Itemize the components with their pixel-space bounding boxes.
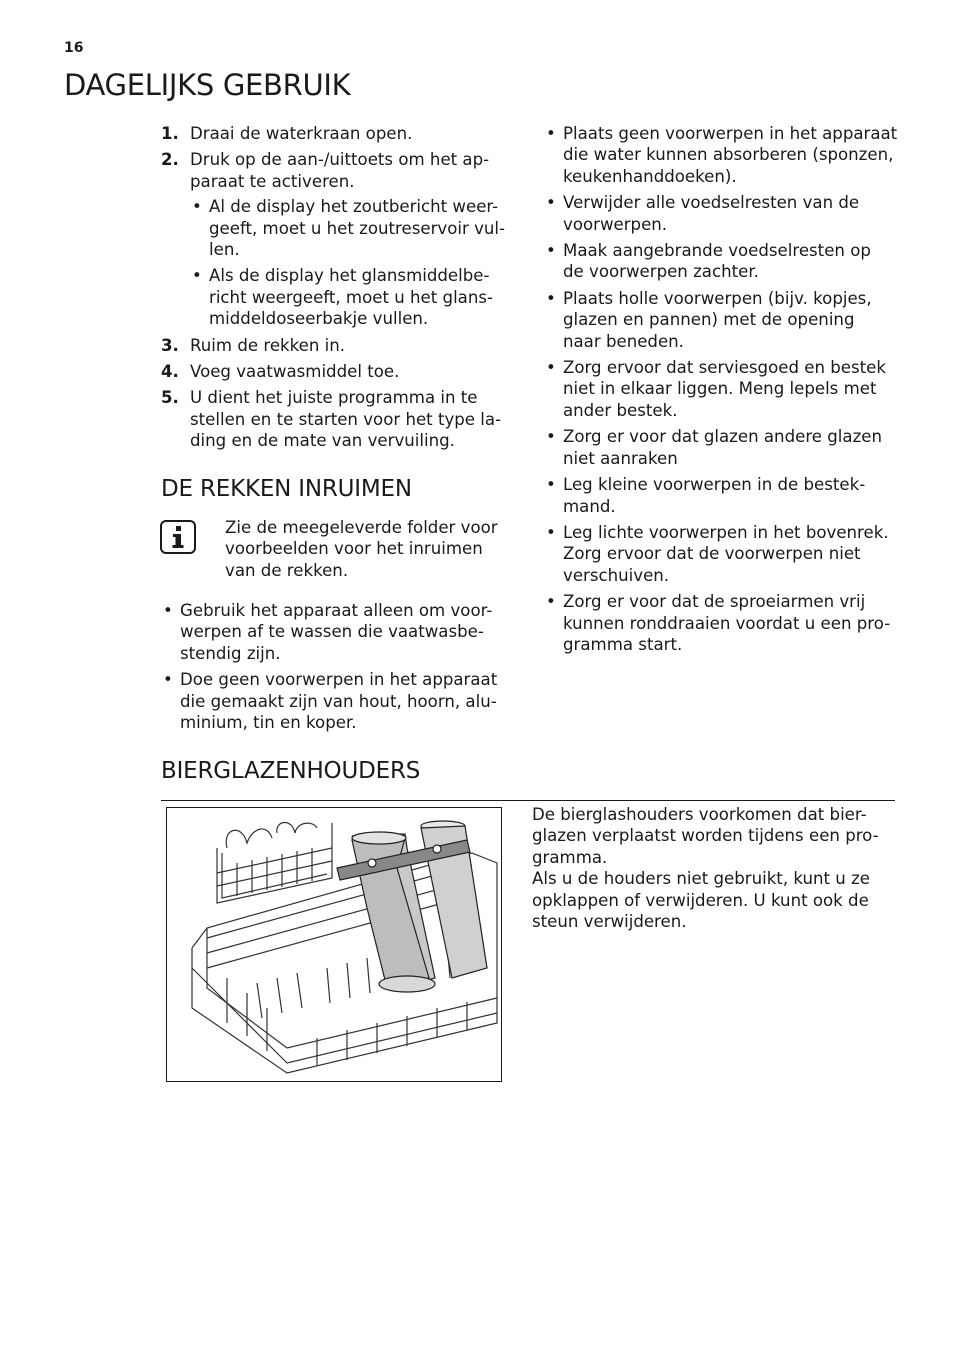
bullet-item: • Zorg er voor dat de sproeiarmen vrij kunnen ronddraaien voordat u een pro- gramma start.	[544, 591, 904, 655]
steps-column	[161, 123, 506, 457]
rekken-left-bullets	[161, 600, 506, 738]
step-number: 3.	[161, 335, 179, 355]
bullet-item: • Leg kleine voorwerpen in de bestek- mand.	[544, 474, 904, 517]
step-text: Draai de waterkraan open.	[190, 124, 413, 143]
bullet-item: • Doe geen voorwerpen in het apparaat die gemaakt zijn van hout, hoorn, alu- minium, tin en koper.	[161, 669, 506, 733]
page-title: DAGELIJKS GEBRUIK	[64, 68, 351, 102]
step-item	[161, 149, 506, 329]
section-heading-bier: BIERGLAZENHOUDERS	[161, 758, 421, 784]
step-number: 1.	[161, 124, 179, 143]
bullet-item: • Plaats geen voorwerpen in het apparaat die water kunnen absorberen (sponzen, keukenhanddoeken).	[544, 123, 904, 187]
sub-bullet: • Als de display het glansmiddelbe- richt weergeeft, moet u het glans- middeldoseerbakje vullen.	[190, 265, 506, 329]
step-text: U dient het juiste programma in te stellen en te starten voor het type la- ding en de mate van vervuiling.	[190, 388, 502, 451]
sub-bullet: • Al de display het zoutbericht weer- geeft, moet u het zoutreservoir vul- len.	[190, 196, 506, 260]
section-divider	[161, 800, 895, 801]
bullet-item: • Gebruik het apparaat alleen om voor- werpen af te wassen die vaatwasbe- stendig zijn.	[161, 600, 506, 664]
step-item	[161, 123, 506, 144]
bullet-item: • Maak aangebrande voedselresten op de voorwerpen zachter.	[544, 240, 904, 283]
beer-glass-holder-illustration	[166, 807, 502, 1082]
bullet-item: • Zorg er voor dat glazen andere glazen niet aanraken	[544, 426, 904, 469]
bullet-item: • Plaats holle voorwerpen (bijv. kopjes, glazen en pannen) met de opening naar beneden.	[544, 288, 904, 352]
step-text: Ruim de rekken in.	[190, 335, 346, 355]
bullet-item: • Verwijder alle voedselresten van de voorwerpen.	[544, 192, 904, 235]
bullet-item: • Leg lichte voorwerpen in het bovenrek. Zorg ervoor dat de voorwerpen niet verschuiven.	[544, 522, 904, 586]
bier-description: De bierglashouders voorkomen dat bier- glazen verplaatst worden tijdens een pro- gramma. Als u de houders niet gebruikt, kunt u ze opklappen of verwijderen. U kunt ook de steun verwijderen.	[532, 805, 879, 932]
step-number: 2.	[161, 150, 179, 170]
info-icon	[160, 520, 196, 554]
step-item	[161, 387, 506, 451]
page-number: 16	[64, 40, 84, 56]
section-heading-rekken: DE REKKEN INRUIMEN	[161, 476, 412, 502]
info-note: Zie de meegeleverde folder voor voorbeelden voor het inruimen van de rekken.	[225, 518, 498, 580]
rekken-right-bullets	[544, 123, 904, 660]
step-text: Druk op de aan-/uittoets om het ap- paraat te activeren.	[190, 150, 490, 191]
step-item	[161, 361, 506, 382]
step-text: Voeg vaatwasmiddel toe.	[190, 362, 400, 382]
bullet-item: • Zorg ervoor dat serviesgoed en bestek niet in elkaar liggen. Meng lepels met ander bestek.	[544, 357, 904, 421]
steps-list	[161, 123, 506, 452]
step-number: 5.	[161, 388, 179, 408]
dishwasher-rack-drawing	[167, 808, 501, 1081]
info-glyph	[171, 525, 185, 549]
step-sub-list	[190, 196, 506, 329]
step-item	[161, 335, 506, 356]
step-number: 4.	[161, 362, 179, 382]
